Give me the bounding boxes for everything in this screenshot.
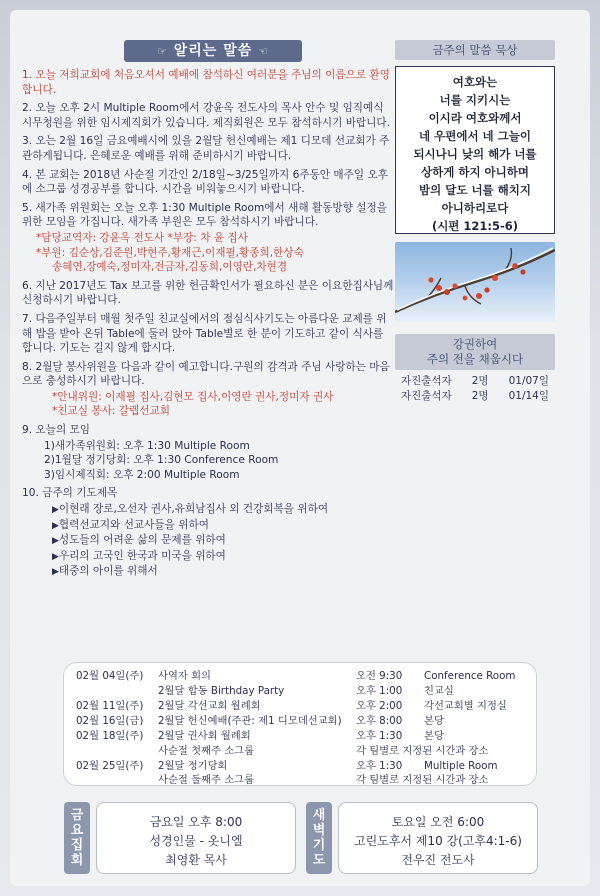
announcement-2: 2. 오늘 오후 2시 Multiple Room에서 강윤옥 전도사의 목사 안수 및 임직예식 시무청원을 위한 임시제직회가 있습니다. 제직회원은 모두 참석하시기 바랍니다. [22, 102, 391, 129]
label-char: 도 [312, 853, 326, 868]
attendance-date: 01/07일 [508, 375, 549, 387]
triangle-bullet-icon: ▶ [52, 505, 59, 516]
dawn-prayer-box [338, 802, 538, 874]
verse-line: 상하게 하지 아니하며 [421, 165, 529, 179]
schedule-time: 각 팀별로 지정된 시간과 장소 [356, 745, 489, 757]
prayer-item [22, 564, 394, 580]
schedule-event: 2월달 권사회 월례회 [158, 730, 251, 742]
attendance-records [395, 374, 555, 404]
schedule-row [64, 744, 536, 759]
announcement-4: 4. 본 교회는 2018년 사순절 기간인 2/18일~3/25일까지 6주동안 매주일 오후에 소그룹 성경공부를 합니다. 시간을 비워놓으시기 바랍니다. [22, 168, 388, 196]
schedule-time: 오후 2:00 [356, 700, 403, 712]
schedule-time: 오전 9:30 [356, 670, 403, 682]
schedule-place: 각선교회별 지정실 [424, 700, 507, 712]
newfamily-lead: *담당교역자: 강윤옥 전도사 *부장: 차 윤 집사 [36, 231, 248, 244]
triangle-bullet-icon: ▶ [52, 551, 59, 562]
verse-reference: (시편 121:5-6) [431, 219, 519, 233]
schedule-row [64, 773, 536, 788]
schedule-row [64, 714, 536, 729]
prayer-text: 이현래 장로,오선자 권사,유희남집사 외 건강회복을 위하여 [58, 503, 329, 516]
meeting-1: 1)새가족위원회: 오후 1:30 Multiple Room [44, 439, 250, 452]
announcement-1-number: 1. [22, 69, 36, 81]
schedule-event: 2월달 각선교회 월례회 [158, 700, 261, 712]
announcement-10: 10. 금주의 기도제목 [22, 487, 118, 500]
volunteer-guides: *안내위원: 이재필 집사,김현모 집사,이영란 권사,정미자 권사 [52, 390, 334, 403]
schedule-event: 2월달 헌신예배(주관: 제1 디모데선교회) [158, 715, 342, 727]
schedule-time: 오후 1:00 [356, 685, 403, 697]
schedule-date: 02월 25일(주) [76, 760, 144, 772]
verse-line: 너를 지키시는 [439, 93, 511, 107]
schedule-date: 02월 11일(주) [76, 700, 144, 712]
triangle-bullet-icon: ▶ [52, 567, 59, 578]
announcement-1 [22, 68, 394, 97]
announcement-1-text: 오늘 저희교회에 처음오셔서 예배에 참석하신 여러분을 주님의 이름으로 환영합니다. [22, 69, 390, 96]
announcement-8: 8. 2월달 봉사위원을 다음과 같이 예고합니다.구원의 감격과 주님 사랑하는 마음으로 충성하시기 바랍니다. [22, 360, 390, 388]
pointing-hand-right-icon: ☜ [258, 45, 269, 58]
schedule-date: 02월 16일(금) [76, 715, 144, 727]
schedule-place: Conference Room [424, 670, 516, 682]
prayer-text: 태중의 아이를 위해서 [58, 565, 158, 578]
prayer-item [22, 533, 394, 549]
attendance-heading [395, 334, 555, 370]
schedule-box [63, 662, 537, 786]
announcement-7: 7. 다음주일부터 매월 첫주일 친교실에서의 점심식사기도는 아름다운 교제를 위해 밥을 받아 온뒤 Table에 둘러 앉아 Table별로 한 분이 기도하고 같이 식사를 합니다. 기도는 길지 않게 합시다. [22, 312, 387, 355]
schedule-event: 사순절 둘째주 소그룹 [158, 774, 255, 786]
schedule-row [64, 669, 536, 684]
dawn-prayer-label [306, 802, 332, 874]
friday-service-label [64, 802, 90, 874]
prayer-item [22, 518, 394, 534]
volunteer-fellowship: *친교실 봉사: 갈렙선교회 [52, 405, 170, 418]
schedule-time: 오후 1:30 [356, 760, 403, 772]
schedule-date: 02월 04일(주) [76, 670, 144, 682]
friday-service-time: 금요일 오후 8:00 [149, 815, 243, 829]
newfamily-members-1: *부원: 김순상,김준원,박현주,황재근,이재필,황종희,한상숙 [36, 246, 304, 259]
verse-box [395, 66, 555, 234]
verse-heading: 금주의 말씀 묵상 [395, 40, 555, 60]
attendance-heading-line-2: 주의 전을 채웁시다 [426, 352, 524, 366]
attendance-date: 01/14일 [508, 390, 549, 402]
verse-line: 되시나니 낮의 해가 너를 [413, 147, 537, 161]
announcements-title [124, 40, 302, 62]
friday-service-box [96, 802, 296, 874]
schedule-date: 02월 18일(주) [76, 730, 144, 742]
label-char: 요 [70, 823, 84, 838]
prayer-item [22, 502, 394, 518]
announcements-title-text: 알리는 말씀 [173, 43, 253, 59]
announcement-3: 3. 오는 2월 16일 금요예배시에 있을 2월달 헌신예배는 제1 디모데 선교회가 주관하게됩니다. 은혜로운 예배를 위해 준비하시기 바랍니다. [22, 135, 390, 162]
prayer-text: 협력선교지와 선교사들을 위하여 [58, 518, 209, 531]
right-column [395, 40, 555, 404]
label-char: 회 [70, 853, 84, 868]
verse-line: 이시라 여호와께서 [428, 111, 522, 125]
schedule-place: 본당 [424, 730, 444, 742]
schedule-time: 각 팀별로 지정된 시간과 장소 [356, 774, 489, 786]
schedule-event: 사순절 첫째주 소그룹 [158, 745, 255, 757]
winter-branch-photo [395, 242, 555, 322]
announcement-9: 9. 오늘의 모임 [22, 424, 91, 437]
meeting-3: 3)임시제직회: 오후 2:00 Multiple Room [44, 468, 240, 481]
prayer-text: 우리의 고국인 한국과 미국을 위하여 [58, 549, 226, 562]
label-char: 벽 [312, 823, 326, 838]
label-char: 기 [312, 838, 326, 853]
verse-line: 아니하리로다 [441, 201, 509, 215]
attendance-count: 2명 [471, 390, 489, 402]
attendance-row [395, 374, 555, 389]
label-char: 금 [70, 808, 84, 823]
attendance-label: 자진출석자 [401, 390, 452, 402]
friday-service-speaker: 최영환 목사 [165, 853, 227, 867]
announcement-5: 5. 새가족 위원회는 오늘 오후 1:30 Multiple Room에서 새해 활동방향 설정을 위한 모임을 가집니다. 새가족 부원은 모두 참석하시기 바랍니다. [22, 201, 387, 229]
dawn-prayer-speaker: 전우진 전도사 [401, 853, 475, 867]
schedule-place: 본당 [424, 715, 444, 727]
schedule-row [64, 699, 536, 714]
dawn-prayer-topic: 고린도후서 제10 강(고후4:1-6) [354, 834, 522, 848]
prayer-text: 성도들의 어려운 삶의 문제를 위하여 [58, 534, 226, 547]
announcements-list [22, 68, 394, 580]
schedule-row [64, 684, 536, 699]
verse-line: 여호와는 [452, 75, 498, 89]
triangle-bullet-icon: ▶ [52, 536, 59, 547]
newfamily-members-2: 송혜연,장예숙,정미자,전금자,김동희,이영란,차현경 [52, 261, 288, 274]
verse-line: 네 우편에서 네 그늘이 [419, 129, 531, 143]
schedule-event: 사역자 회의 [158, 670, 212, 682]
announcement-6: 6. 지난 2017년도 Tax 보고를 위한 헌금확인서가 필요하신 분은 이요한집사님께 신청하시기 바랍니다. [22, 279, 394, 307]
triangle-bullet-icon: ▶ [52, 520, 59, 531]
schedule-time: 오후 8:00 [356, 715, 403, 727]
attendance-count: 2명 [471, 375, 489, 387]
label-char: 새 [312, 808, 326, 823]
attendance-heading-line-1: 강권하여 [452, 337, 498, 351]
schedule-event: 2월달 정기당회 [158, 760, 228, 772]
dawn-prayer-time: 토요일 오전 6:00 [391, 815, 485, 829]
attendance-label: 자진출석자 [401, 375, 452, 387]
schedule-row [64, 729, 536, 744]
verse-line: 밤의 달도 너를 해치지 [419, 183, 531, 197]
friday-service-topic: 성경인물 - 옷니엘 [149, 834, 243, 848]
meeting-2: 2)1월달 정기당회: 오후 1:30 Conference Room [44, 454, 279, 467]
schedule-place: 친교실 [424, 685, 454, 697]
attendance-row [395, 389, 555, 404]
schedule-place: Multiple Room [424, 760, 498, 772]
prayer-item [22, 549, 394, 565]
schedule-row [64, 759, 536, 774]
schedule-event: 2월달 합동 Birthday Party [158, 685, 285, 697]
pointing-hand-left-icon: ☞ [157, 45, 168, 58]
label-char: 집 [70, 838, 84, 853]
schedule-time: 오후 1:30 [356, 730, 403, 742]
branch-illustration [395, 242, 555, 322]
